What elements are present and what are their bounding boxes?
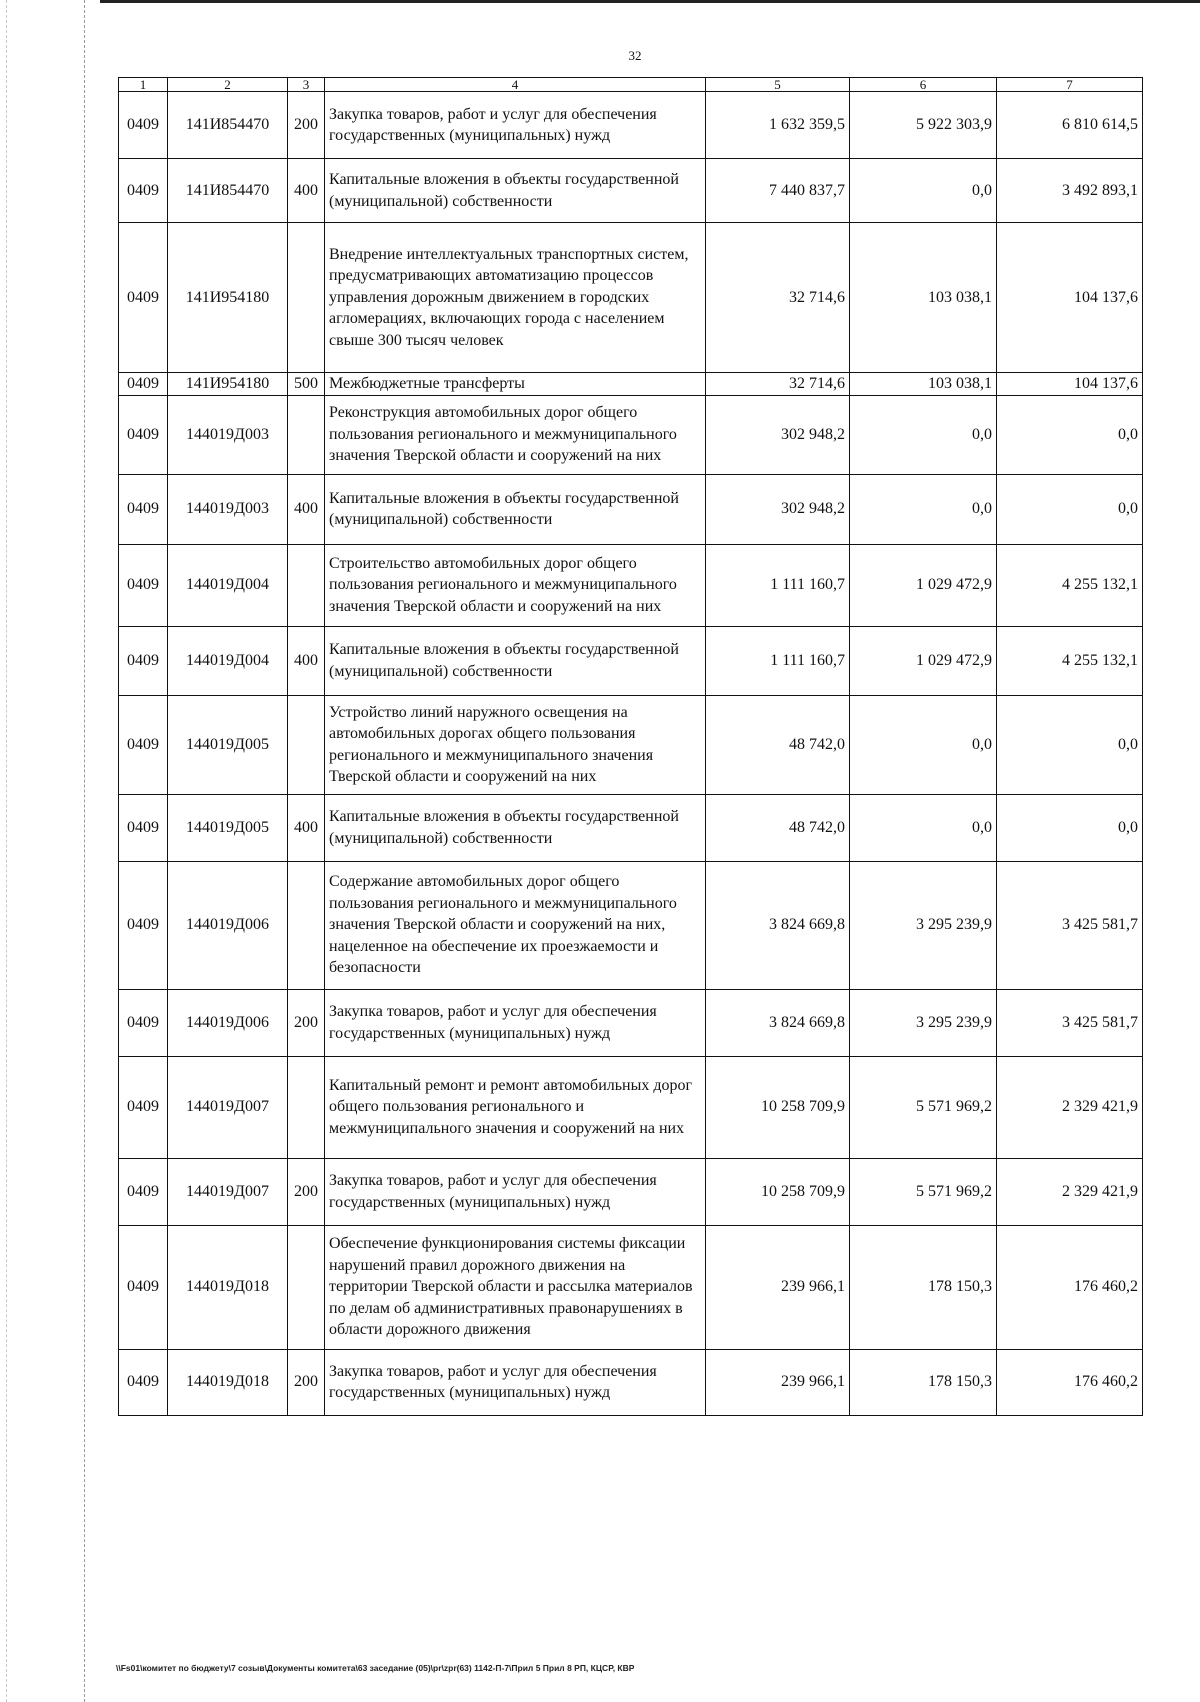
target-article-code: 144019Д003 bbox=[168, 395, 288, 474]
expense-type-code bbox=[288, 1225, 325, 1349]
amount-col-5: 1 111 160,7 bbox=[706, 626, 850, 695]
section-code: 0409 bbox=[119, 373, 168, 396]
table-row bbox=[119, 1056, 1143, 1158]
section-code: 0409 bbox=[119, 1225, 168, 1349]
expense-type-code bbox=[288, 223, 325, 373]
section-code: 0409 bbox=[119, 695, 168, 794]
amount-col-6: 0,0 bbox=[850, 794, 997, 861]
section-code: 0409 bbox=[119, 861, 168, 989]
section-code: 0409 bbox=[119, 989, 168, 1056]
item-name: Капитальный ремонт и ремонт автомобильных дорог общего пользования регионального и межмуниципального значения и сооружений на них bbox=[325, 1056, 706, 1158]
target-article-code: 144019Д003 bbox=[168, 474, 288, 544]
item-name: Содержание автомобильных дорог общего пользования регионального и межмуниципального значения Тверской области и сооружений на них, нацеленное на обеспечение их проезжаемости и безопасности bbox=[325, 861, 706, 989]
expense-type-code bbox=[288, 695, 325, 794]
amount-col-6: 5 571 969,2 bbox=[850, 1158, 997, 1225]
amount-col-7: 0,0 bbox=[997, 695, 1143, 794]
amount-col-6: 178 150,3 bbox=[850, 1349, 997, 1415]
expense-type-code: 400 bbox=[288, 474, 325, 544]
item-name: Закупка товаров, работ и услуг для обеспечения государственных (муниципальных) нужд bbox=[325, 1158, 706, 1225]
table-row bbox=[119, 223, 1143, 373]
amount-col-6: 0,0 bbox=[850, 474, 997, 544]
amount-col-7: 4 255 132,1 bbox=[997, 626, 1143, 695]
amount-col-5: 10 258 709,9 bbox=[706, 1158, 850, 1225]
amount-col-7: 2 329 421,9 bbox=[997, 1158, 1143, 1225]
amount-col-6: 103 038,1 bbox=[850, 373, 997, 396]
item-name: Обеспечение функционирования системы фиксации нарушений правил дорожного движения на территории Тверской области и рассылка материалов по делам об административных правонарушениях в области дорожного движения bbox=[325, 1225, 706, 1349]
expense-type-code: 500 bbox=[288, 373, 325, 396]
expense-type-code: 400 bbox=[288, 794, 325, 861]
target-article-code: 144019Д006 bbox=[168, 861, 288, 989]
table-row bbox=[119, 544, 1143, 626]
amount-col-5: 302 948,2 bbox=[706, 474, 850, 544]
amount-col-7: 0,0 bbox=[997, 794, 1143, 861]
scan-edge-left bbox=[84, 0, 85, 1702]
amount-col-7: 6 810 614,5 bbox=[997, 92, 1143, 159]
expense-type-code: 200 bbox=[288, 989, 325, 1056]
amount-col-5: 32 714,6 bbox=[706, 223, 850, 373]
target-article-code: 144019Д007 bbox=[168, 1158, 288, 1225]
section-code: 0409 bbox=[119, 544, 168, 626]
table-row bbox=[119, 1158, 1143, 1225]
item-name: Закупка товаров, работ и услуг для обеспечения государственных (муниципальных) нужд bbox=[325, 1349, 706, 1415]
item-name: Капитальные вложения в объекты государственной (муниципальной) собственности bbox=[325, 794, 706, 861]
target-article-code: 141И954180 bbox=[168, 373, 288, 396]
expense-type-code bbox=[288, 1056, 325, 1158]
column-number-1: 1 bbox=[119, 78, 168, 92]
target-article-code: 141И954180 bbox=[168, 223, 288, 373]
page-number: 32 bbox=[628, 48, 642, 63]
amount-col-7: 4 255 132,1 bbox=[997, 544, 1143, 626]
item-name: Строительство автомобильных дорог общего пользования регионального и межмуниципального значения Тверской области и сооружений на них bbox=[325, 544, 706, 626]
amount-col-5: 239 966,1 bbox=[706, 1349, 850, 1415]
table-row bbox=[119, 861, 1143, 989]
table-row bbox=[119, 92, 1143, 159]
amount-col-5: 239 966,1 bbox=[706, 1225, 850, 1349]
amount-col-5: 32 714,6 bbox=[706, 373, 850, 396]
section-code: 0409 bbox=[119, 1349, 168, 1415]
target-article-code: 144019Д018 bbox=[168, 1225, 288, 1349]
column-number-2: 2 bbox=[168, 78, 288, 92]
column-number-row bbox=[119, 78, 1143, 92]
section-code: 0409 bbox=[119, 1158, 168, 1225]
amount-col-6: 3 295 239,9 bbox=[850, 989, 997, 1056]
amount-col-6: 1 029 472,9 bbox=[850, 626, 997, 695]
amount-col-7: 3 492 893,1 bbox=[997, 159, 1143, 223]
amount-col-6: 178 150,3 bbox=[850, 1225, 997, 1349]
amount-col-7: 176 460,2 bbox=[997, 1349, 1143, 1415]
scan-edge-top bbox=[100, 0, 1200, 3]
amount-col-6: 5 571 969,2 bbox=[850, 1056, 997, 1158]
section-code: 0409 bbox=[119, 223, 168, 373]
scan-edge-left-faint bbox=[6, 0, 7, 1702]
target-article-code: 144019Д018 bbox=[168, 1349, 288, 1415]
target-article-code: 144019Д004 bbox=[168, 626, 288, 695]
item-name: Межбюджетные трансферты bbox=[325, 373, 706, 396]
target-article-code: 144019Д005 bbox=[168, 695, 288, 794]
amount-col-7: 3 425 581,7 bbox=[997, 989, 1143, 1056]
budget-table bbox=[118, 77, 1143, 1416]
table-row bbox=[119, 474, 1143, 544]
target-article-code: 144019Д004 bbox=[168, 544, 288, 626]
section-code: 0409 bbox=[119, 159, 168, 223]
table-row bbox=[119, 695, 1143, 794]
amount-col-7: 2 329 421,9 bbox=[997, 1056, 1143, 1158]
amount-col-5: 1 632 359,5 bbox=[706, 92, 850, 159]
table-row bbox=[119, 395, 1143, 474]
table-row bbox=[119, 373, 1143, 396]
item-name: Капитальные вложения в объекты государственной (муниципальной) собственности bbox=[325, 626, 706, 695]
target-article-code: 144019Д005 bbox=[168, 794, 288, 861]
amount-col-6: 103 038,1 bbox=[850, 223, 997, 373]
expense-type-code bbox=[288, 544, 325, 626]
target-article-code: 144019Д007 bbox=[168, 1056, 288, 1158]
section-code: 0409 bbox=[119, 92, 168, 159]
column-number-4: 4 bbox=[325, 78, 706, 92]
amount-col-5: 3 824 669,8 bbox=[706, 861, 850, 989]
file-path-footer: \\Fs01\комитет по бюджету\7 созыв\Документы комитета\63 заседание (05)\pr\zpr(63) 1142-П-7\Прил 5 Прил 8 РП, КЦСР, КВР bbox=[116, 1663, 635, 1673]
amount-col-7: 176 460,2 bbox=[997, 1225, 1143, 1349]
item-name: Закупка товаров, работ и услуг для обеспечения государственных (муниципальных) нужд bbox=[325, 989, 706, 1056]
table-row bbox=[119, 1225, 1143, 1349]
amount-col-5: 10 258 709,9 bbox=[706, 1056, 850, 1158]
item-name: Устройство линий наружного освещения на автомобильных дорогах общего пользования регионального и межмуниципального значения Тверской области и сооружений на них bbox=[325, 695, 706, 794]
target-article-code: 144019Д006 bbox=[168, 989, 288, 1056]
amount-col-6: 0,0 bbox=[850, 695, 997, 794]
section-code: 0409 bbox=[119, 794, 168, 861]
amount-col-7: 0,0 bbox=[997, 474, 1143, 544]
item-name: Закупка товаров, работ и услуг для обеспечения государственных (муниципальных) нужд bbox=[325, 92, 706, 159]
item-name: Капитальные вложения в объекты государственной (муниципальной) собственности bbox=[325, 474, 706, 544]
expense-type-code: 200 bbox=[288, 1158, 325, 1225]
amount-col-5: 7 440 837,7 bbox=[706, 159, 850, 223]
column-number-7: 7 bbox=[997, 78, 1143, 92]
amount-col-6: 0,0 bbox=[850, 159, 997, 223]
amount-col-5: 48 742,0 bbox=[706, 794, 850, 861]
column-number-6: 6 bbox=[850, 78, 997, 92]
amount-col-5: 3 824 669,8 bbox=[706, 989, 850, 1056]
amount-col-7: 104 137,6 bbox=[997, 223, 1143, 373]
item-name: Капитальные вложения в объекты государственной (муниципальной) собственности bbox=[325, 159, 706, 223]
amount-col-5: 302 948,2 bbox=[706, 395, 850, 474]
column-number-3: 3 bbox=[288, 78, 325, 92]
table-body bbox=[119, 92, 1143, 1416]
amount-col-6: 1 029 472,9 bbox=[850, 544, 997, 626]
amount-col-5: 48 742,0 bbox=[706, 695, 850, 794]
section-code: 0409 bbox=[119, 626, 168, 695]
table-row bbox=[119, 794, 1143, 861]
expense-type-code bbox=[288, 395, 325, 474]
item-name: Внедрение интеллектуальных транспортных систем, предусматривающих автоматизацию процессов управления дорожным движением в городских агломерациях, включающих города с населением свыше 300 тысяч человек bbox=[325, 223, 706, 373]
amount-col-5: 1 111 160,7 bbox=[706, 544, 850, 626]
expense-type-code: 200 bbox=[288, 1349, 325, 1415]
item-name: Реконструкция автомобильных дорог общего пользования регионального и межмуниципального значения Тверской области и сооружений на них bbox=[325, 395, 706, 474]
amount-col-7: 104 137,6 bbox=[997, 373, 1143, 396]
expense-type-code: 200 bbox=[288, 92, 325, 159]
table-row bbox=[119, 626, 1143, 695]
expense-type-code bbox=[288, 861, 325, 989]
amount-col-6: 3 295 239,9 bbox=[850, 861, 997, 989]
table-row bbox=[119, 1349, 1143, 1415]
expense-type-code: 400 bbox=[288, 159, 325, 223]
amount-col-6: 0,0 bbox=[850, 395, 997, 474]
table-row bbox=[119, 159, 1143, 223]
amount-col-7: 0,0 bbox=[997, 395, 1143, 474]
target-article-code: 141И854470 bbox=[168, 159, 288, 223]
target-article-code: 141И854470 bbox=[168, 92, 288, 159]
section-code: 0409 bbox=[119, 395, 168, 474]
section-code: 0409 bbox=[119, 474, 168, 544]
table-row bbox=[119, 989, 1143, 1056]
column-number-5: 5 bbox=[706, 78, 850, 92]
amount-col-6: 5 922 303,9 bbox=[850, 92, 997, 159]
expense-type-code: 400 bbox=[288, 626, 325, 695]
section-code: 0409 bbox=[119, 1056, 168, 1158]
amount-col-7: 3 425 581,7 bbox=[997, 861, 1143, 989]
